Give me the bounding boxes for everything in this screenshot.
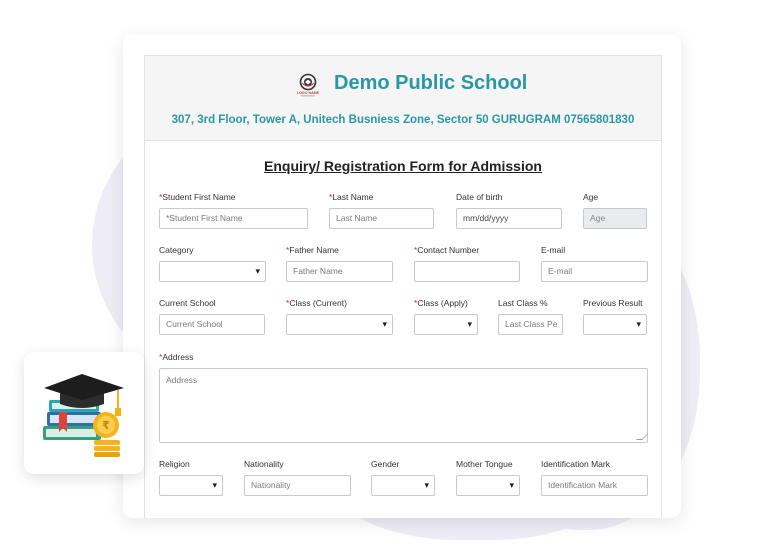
email-label: E-mail	[541, 245, 566, 255]
last-name-input[interactable]: Last Name	[329, 208, 434, 229]
email-input[interactable]: E-mail	[541, 261, 648, 282]
current-school-label: Current School	[159, 298, 216, 308]
student-first-name-input[interactable]: *Student First Name	[159, 208, 308, 229]
contact-number-input[interactable]	[414, 261, 520, 282]
svg-text:₹: ₹	[102, 419, 110, 432]
identification-mark-input[interactable]: Identification Mark	[541, 475, 648, 496]
father-name-label: *Father Name	[286, 245, 339, 255]
class-current-label: *Class (Current)	[286, 298, 347, 308]
form-card	[123, 34, 681, 518]
school-name: Demo Public School	[334, 72, 528, 94]
school-header	[145, 56, 661, 141]
education-badge	[24, 352, 144, 474]
class-current-select[interactable]	[286, 314, 393, 335]
nationality-label: Nationality	[244, 459, 284, 469]
mother-tongue-select[interactable]	[456, 475, 520, 496]
school-address: 307, 3rd Floor, Tower A, Unitech Busniess Zone, Sector 50 GURUGRAM 07565801830	[171, 114, 635, 126]
student-first-name-label: *Student First Name	[159, 192, 236, 202]
resize-handle[interactable]	[636, 434, 648, 440]
school-logo-icon	[293, 73, 323, 99]
gender-select[interactable]	[371, 475, 435, 496]
last-class-pct-input[interactable]: Last Class Pe	[498, 314, 563, 335]
address-label: *Address	[159, 352, 194, 362]
father-name-input[interactable]: Father Name	[286, 261, 393, 282]
dob-input[interactable]: mm/dd/yyyy	[456, 208, 562, 229]
age-input: Age	[583, 208, 647, 229]
previous-result-label: Previous Result	[583, 298, 643, 308]
class-apply-select[interactable]	[414, 314, 478, 335]
category-select[interactable]	[159, 261, 266, 282]
mother-tongue-label: Mother Tongue	[456, 459, 513, 469]
address-placeholder: Address	[166, 375, 198, 385]
form-frame	[144, 55, 662, 518]
form-title: Enquiry/ Registration Form for Admission	[264, 158, 542, 174]
religion-select[interactable]	[159, 475, 223, 496]
category-label: Category	[159, 245, 194, 255]
last-name-label: *Last Name	[329, 192, 374, 202]
dob-label: Date of birth	[456, 192, 503, 202]
nationality-input[interactable]: Nationality	[244, 475, 351, 496]
last-class-pct-label: Last Class %	[498, 298, 548, 308]
contact-number-label: *Contact Number	[414, 245, 480, 255]
current-school-input[interactable]: Current School	[159, 314, 265, 335]
graduation-cap-books-coins-icon	[24, 352, 144, 474]
class-apply-label: *Class (Apply)	[414, 298, 468, 308]
age-label: Age	[583, 192, 599, 202]
logo-text: LOGO NAME	[296, 91, 320, 95]
previous-result-select[interactable]	[583, 314, 647, 335]
address-textarea[interactable]	[159, 368, 648, 443]
gender-label: Gender	[371, 459, 400, 469]
identification-mark-label: Identification Mark	[541, 459, 610, 469]
religion-label: Religion	[159, 459, 190, 469]
